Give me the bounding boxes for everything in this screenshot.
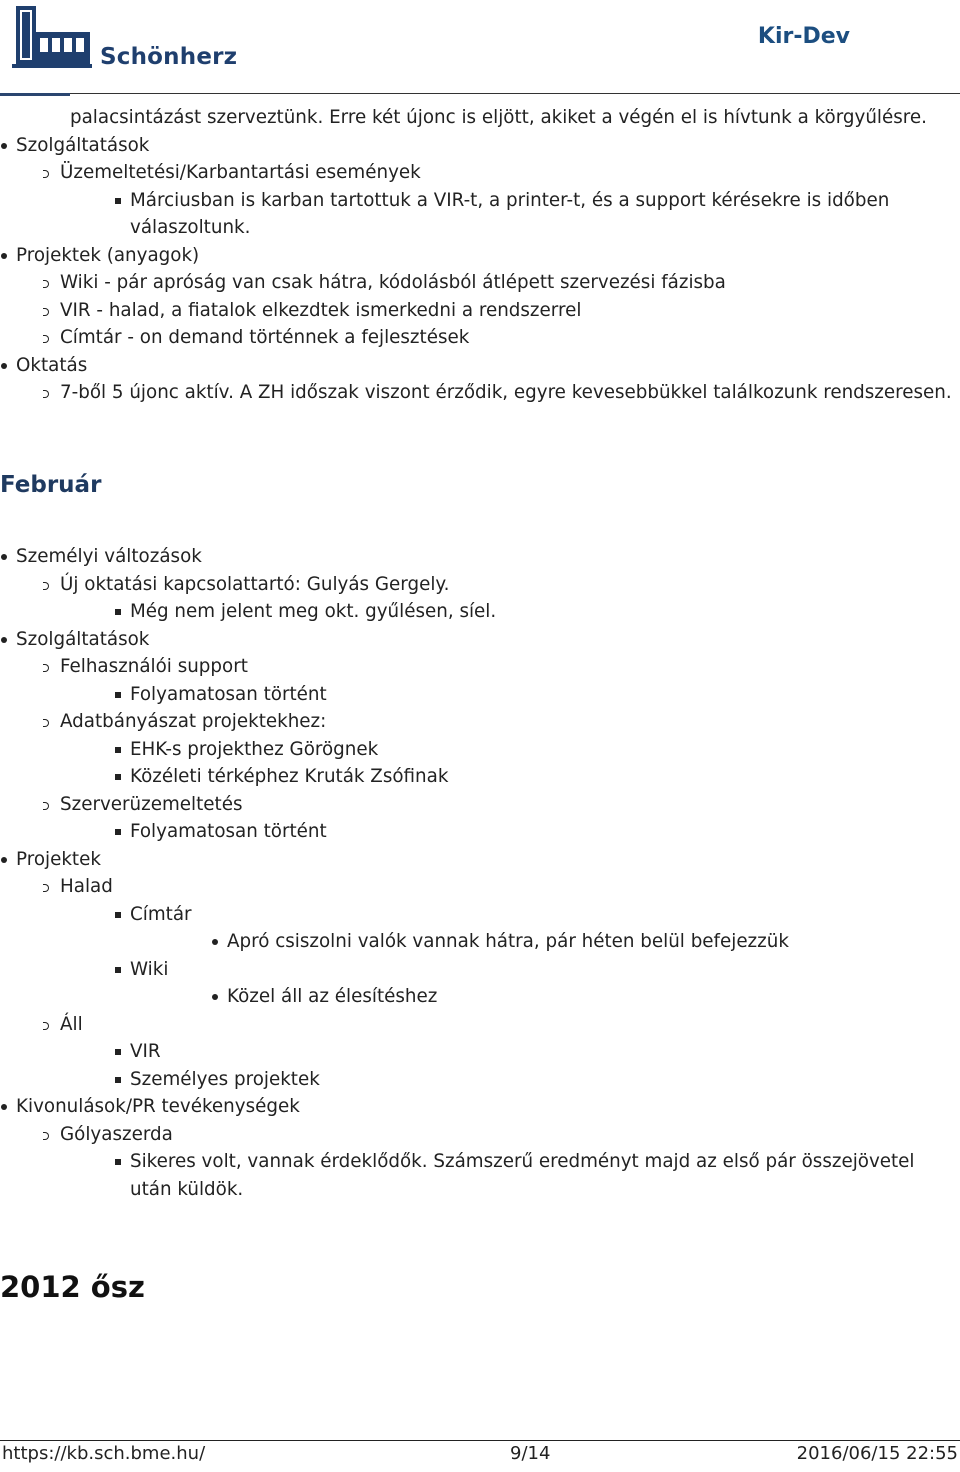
list-item-label: Kivonulások/PR tevékenységek — [16, 1096, 300, 1117]
header-rule-accent — [0, 93, 70, 96]
page-header — [0, 0, 960, 96]
list-item-label: Címtár — [130, 903, 192, 925]
list-item-label: EHK-s projekthez Görögnek — [130, 738, 379, 760]
list-item-label: Személyi változások — [16, 546, 202, 567]
list-item-label: VIR — [130, 1041, 161, 1062]
list-item — [60, 1148, 960, 1203]
list-item — [16, 1011, 960, 1094]
list-item-label: Szolgáltatások — [16, 134, 150, 156]
list-item — [16, 571, 960, 626]
list-item — [0, 242, 960, 352]
page-content — [0, 104, 960, 407]
list-item — [130, 928, 960, 956]
list-item — [16, 297, 960, 325]
list-item-label: VIR - halad, a fiatalok elkezdtek ismerkedni a rendszerrel — [60, 299, 582, 321]
page-number: 9/14 — [510, 1443, 551, 1464]
list-item — [16, 1121, 960, 1204]
list-item-label: Üzemeltetési/Karbantartási események — [60, 162, 421, 183]
footer-timestamp: 2016/06/15 22:55 — [796, 1443, 958, 1464]
header-rule — [70, 93, 960, 94]
list-item — [60, 901, 960, 956]
list-item-label: Adatbányászat projektekhez: — [60, 711, 327, 732]
february-content — [0, 543, 960, 1203]
list-item-label: Még nem jelent meg okt. gyűlésen, síel. — [130, 601, 497, 622]
footer-rule — [0, 1440, 960, 1441]
list-item-label: Személyes projektek — [130, 1068, 320, 1090]
logo-text: Schönherz — [100, 44, 238, 70]
list-item-label: Szolgáltatások — [16, 628, 150, 650]
list-item-label: 7-ből 5 újonc aktív. A ZH időszak viszont érződik, egyre kevesebbükkel találkozunk rendszeresen. — [60, 382, 952, 403]
footer-url-link[interactable]: https://kb.sch.bme.hu/ — [2, 1443, 206, 1464]
list-item — [60, 736, 960, 764]
list-item — [16, 324, 960, 352]
list-item — [0, 132, 960, 242]
list-item-label: Felhasználói support — [60, 656, 248, 677]
continuation-text: palacsintázást szerveztünk. Erre két újonc is eljött, akiket a végén el is hívtunk a körgyűlésre. — [70, 107, 927, 128]
list-item-label: Márciusban is karban tartottuk a VIR-t, a printer-t, és a support kérésekre is időben válaszoltunk. — [130, 189, 890, 238]
list-item-label: Áll — [60, 1013, 83, 1035]
list-item — [60, 187, 960, 242]
page-footer — [0, 1440, 960, 1472]
february-list — [0, 543, 960, 1203]
list-item-label: Apró csiszolni valók vannak hátra, pár héten belül befejezzük — [227, 931, 789, 952]
list-item-label: Projektek — [16, 848, 101, 870]
list-item — [0, 846, 960, 1094]
list-item — [0, 1093, 960, 1203]
list-item-label: Oktatás — [16, 354, 88, 376]
list-item — [60, 681, 960, 709]
list-item — [60, 598, 960, 626]
list-item — [60, 1066, 960, 1094]
list-item — [16, 379, 960, 407]
section-heading-autumn: 2012 ősz — [0, 1270, 145, 1304]
list-item — [0, 352, 960, 407]
list-item-label: Gólyaszerda — [60, 1123, 173, 1145]
list-item-label: Sikeres volt, vannak érdeklődők. Számszerű eredményt majd az első pár összejövetel után küldök. — [130, 1151, 915, 1200]
list-item-label: Új oktatási kapcsolattartó: Gulyás Gergely. — [60, 573, 450, 595]
list-item-label: Projektek (anyagok) — [16, 244, 200, 266]
list-item — [0, 543, 960, 626]
list-item — [60, 818, 960, 846]
section-heading-february: Február — [0, 472, 102, 498]
list-item-label: Címtár - on demand történnek a fejlesztések — [60, 327, 470, 348]
list-item-label: Wiki — [130, 958, 169, 980]
list-item — [16, 159, 960, 242]
list-item-label: Halad — [60, 876, 113, 897]
list-item — [60, 956, 960, 1011]
march-list — [0, 132, 960, 407]
list-item — [60, 1038, 960, 1066]
list-item-label: Folyamatosan történt — [130, 821, 327, 842]
list-item — [0, 626, 960, 846]
list-item-label: Közéleti térképhez Kruták Zsófinak — [130, 766, 449, 787]
list-item-label: Közel áll az élesítéshez — [227, 986, 438, 1007]
list-item — [16, 791, 960, 846]
list-item — [16, 873, 960, 1011]
list-item — [16, 708, 960, 791]
list-item — [16, 653, 960, 708]
schonherz-logo[interactable] — [12, 4, 238, 70]
site-title[interactable]: Kir-Dev — [757, 24, 850, 49]
list-item-label: Szerverüzemeltetés — [60, 793, 243, 815]
list-item-label: Folyamatosan történt — [130, 683, 327, 705]
list-item — [130, 983, 960, 1011]
building-icon — [12, 4, 92, 70]
list-item-label: Wiki - pár apróság van csak hátra, kódolásból átlépett szervezési fázisba — [60, 272, 726, 293]
list-item — [60, 763, 960, 791]
list-item — [16, 269, 960, 297]
